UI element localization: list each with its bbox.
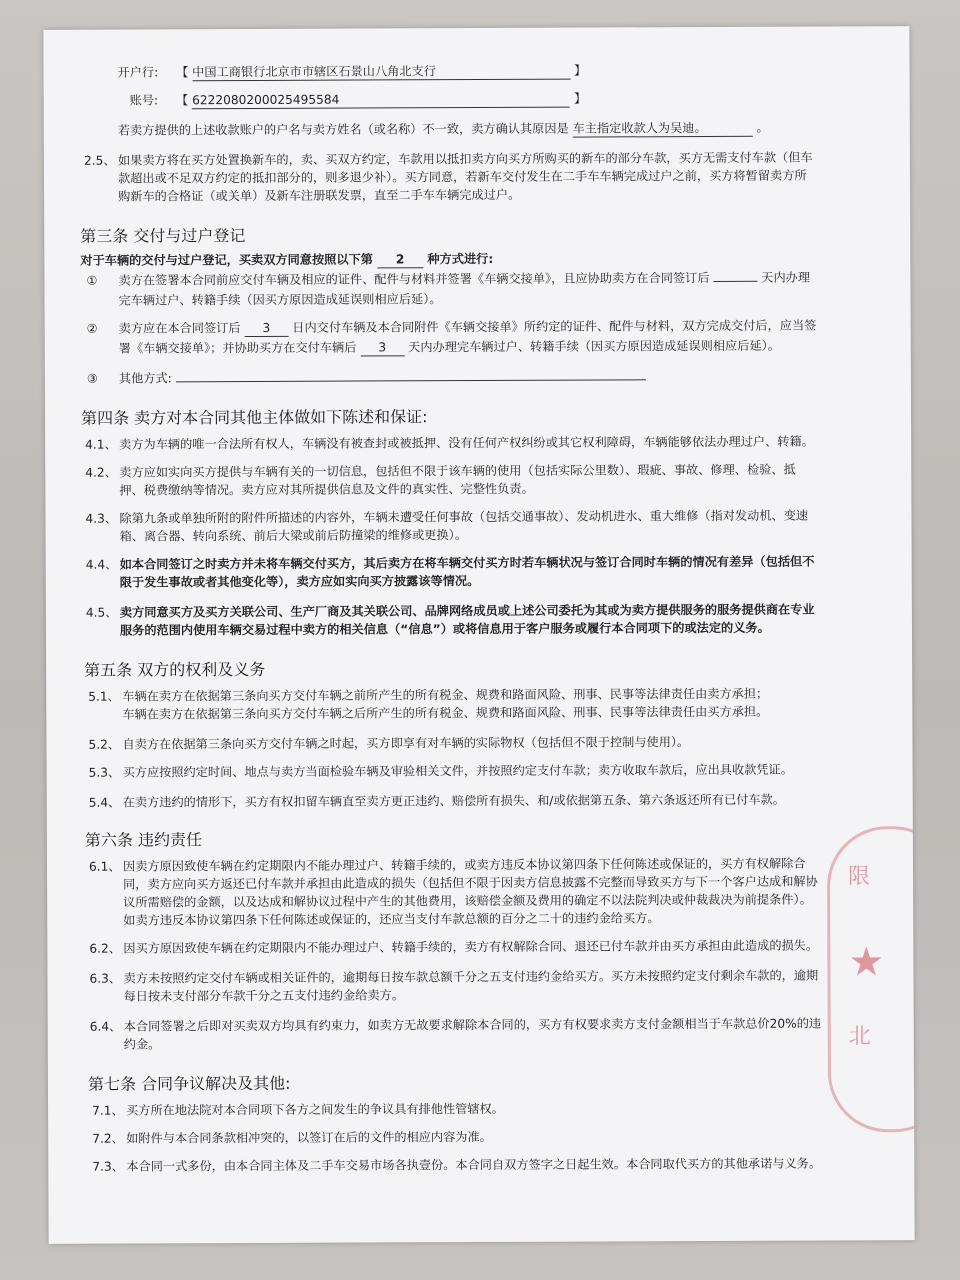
clause-line: 除第九条或单独所附的附件所描述的内容外，车辆未遭受任何事故（包括交通事故）、发动机进水、重大维修（指对发动机、变速 [119, 508, 809, 526]
article-4-title: 第四条 卖方对本合同其他主体做如下陈述和保证: [81, 407, 428, 428]
account-value: 6222080200025495584 [192, 91, 570, 110]
clause-number: 6.1、 [88, 859, 121, 874]
bracket-open: 【 [176, 65, 189, 80]
mismatch-end: 。 [756, 120, 769, 135]
option-2-line: 署《车辆交接单》；并协助买方在交付车辆后 3 天内办理完车辆过户、转籍手续（因买方原因造成延误则相应后延）。 [118, 338, 780, 356]
account-row [130, 90, 587, 111]
account-label: 账号: [129, 93, 159, 108]
clause-line: 车辆在卖方在依据第三条向买方交付车辆之后所产生的所有税金、规费和路面风险、刑事、民事等法律责任由买方承担。 [122, 704, 769, 722]
article-6-title: 第六条 违约责任 [84, 830, 203, 850]
option-1-line: 完车辆过户、转籍手续（因买方原因造成延误则相应后延）。 [118, 292, 442, 308]
clause-line: 卖方同意买方及买方关联公司、生产厂商及其关联公司、品牌网络成员或上述公司委托为其或为卖方提供服务的服务提供商在专业 [119, 602, 815, 620]
clause-number: 5.1、 [88, 689, 120, 704]
clause-line: 卖方为车辆的唯一合法所有权人，车辆没有被查封或被抵押、没有任何产权纠纷或其它权利障碍，车辆能够依法办理过户、转籍。 [119, 434, 814, 452]
clause-number: 5.2、 [88, 737, 121, 752]
clause-line: 限于发生事故或者其他变化等），卖方应如实向买方披露该等情况。 [119, 573, 480, 590]
clause-2-5-line: 购新车的合格证（或关单）及新车注册联发票，直至二手车车辆完成过户。 [118, 187, 521, 204]
clause-line: 车辆在卖方在依据第三条向买方交付车辆之前所产生的所有税金、规费和路面风险、刑事、民事等法律责任由卖方承担； [122, 686, 769, 704]
option-1-mark: ① [86, 273, 98, 288]
clause-line: 因卖方原因致使车辆在约定期限内不能办理过户、转籍手续的，或卖方违反本协议第四条下任何陈述或保证的，买方有权解除合 [122, 856, 806, 874]
bank-value: 中国工商银行北京市市辖区石景山八角北支行 [192, 63, 570, 82]
clause-number: 4.5、 [85, 605, 118, 620]
clause-line: 本合同一式多份，由本合同主体及二手车交易市场各执壹份。本合同自双方签字之日起生效。本合同取代买方的其他承诺与义务。 [126, 1156, 822, 1174]
clause-line: 本合同签署之后即对买卖双方均具有约束力，如卖方无故要求解除本合同的，买方有权要求卖方支付金额相当于车款总价20%的违 [123, 1016, 822, 1034]
clause-line: 因买方原因致使车辆在约定期限内不能办理过户、转籍手续的，卖方有权解除合同、退还已付车款并由买方承担由此造成的损失。 [123, 938, 819, 956]
clause-line: 如本合同签订之时卖方并未将车辆交付买方，其后卖方在将车辆交付买方时若车辆状况与签订合同时车辆的情况有差异（包括但不 [119, 554, 815, 572]
red-seal-stamp: 限 ★ 北 [827, 826, 915, 1133]
clause-number: 6.3、 [89, 971, 122, 986]
clause-line: 卖方未按照约定交付车辆或相关证件的，逾期每日按车款总额千分之五支付违约金给买方。买方未按照约定支付剩余车款的，逾期 [123, 968, 819, 986]
article-3-intro: 对于车辆的交付与过户登记，买卖双方同意按照以下第 2 种方式进行: [80, 251, 494, 268]
clause-line: 卖方应如实向买方提供与车辆有关的一切信息，包括但不限于该车辆的使用（包括实际公里数）、瑕疵、事故、修理、检验、抵 [119, 462, 796, 480]
clause-line: 箱、离合器、转向系统、前后大梁或前后防撞梁的维修或更换）。 [119, 528, 467, 544]
clause-number: 7.2、 [92, 1131, 124, 1146]
clause-line: 每日按未支付部分车款千分之五支付违约金给卖方。 [123, 988, 404, 1004]
clause-number: 4.4、 [85, 557, 118, 572]
clause-line: 在卖方违约的情形下，买方有权扣留车辆直至卖方更正违约、赔偿所有损失、和/或依据第五条、第六条返还所有已付车款。 [122, 792, 785, 810]
clause-2-5-line: 款超出或不足双方约定的抵扣部分的，则多退少补）。买方同意，若新车交付发生在二手车车辆完成过户之前，买方将暂留卖方所 [117, 168, 807, 186]
option-2-days-2: 3 [360, 339, 404, 356]
clause-number: 2.5、 [83, 153, 116, 168]
clause-number: 4.1、 [85, 437, 117, 452]
clause-number: 4.3、 [85, 511, 118, 526]
clause-line: 服务的范围内使用车辆交易过程中卖方的相关信息（“信息”）或将信息用于客户服务或履行本合同项下的或法定的义务。 [119, 620, 770, 638]
option-2-mark: ② [86, 321, 98, 336]
article-5-title: 第五条 双方的权利及义务 [84, 659, 266, 680]
clause-line: 买方所在地法院对本合同项下各方之间发生的争议具有排他性管辖权。 [126, 1101, 504, 1118]
option-2-days-1: 3 [244, 320, 288, 337]
option-2-line: 卖方应在本合同签订后 3 日内交付车辆及本合同附件《车辆交接单》所约定的证件、配件与材料，双方完成交付后，应当签 [118, 318, 817, 336]
clause-number: 5.4、 [88, 795, 121, 810]
clause-number: 7.1、 [92, 1103, 124, 1118]
clause-number: 7.3、 [92, 1159, 124, 1174]
clause-number: 4.2、 [85, 465, 117, 480]
bank-row [118, 62, 587, 83]
clause-2-5-line: 如果卖方将在买方处置换新车的，卖、买双方约定，车款用以抵扣卖方向买方所购买的新车的部分车款，买方无需支付车款（但车 [117, 150, 813, 168]
option-3-blank [176, 379, 646, 382]
article-7-title: 第七条 合同争议解决及其他: [87, 1073, 291, 1094]
bracket-close: 】 [573, 91, 587, 106]
option-3-line: 其他方式: [119, 367, 646, 388]
bracket-close: 】 [573, 63, 587, 78]
clause-line: 押、税费缴纳等情况。卖方应对其所提供信息及文件的真实性、完整性负责。 [119, 481, 534, 498]
clause-line: 如附件与本合同条款相冲突的，以签订在后的文件的相应内容为准。 [126, 1129, 492, 1146]
clause-line: 如卖方违反本协议第四条下任何陈述或保证的，还应当支付车款总额的百分之二十的违约金给买方。 [123, 911, 660, 928]
clause-number: 5.3、 [88, 765, 121, 780]
clause-line: 同，卖方应向买方返还已付车款并承担由此造成的损失（包括但不限于因卖方信息披露不完整而导致买方与下一个客户达成和解协 [123, 874, 818, 892]
mismatch-row [118, 119, 769, 141]
mismatch-reason: 车主指定收款人为吴迪。 [573, 120, 753, 138]
clause-line: 议所需赔偿的金额，以及达成和解协议过程中产生的其他费用，该赔偿金额及费用的确定不以法院判决或仲裁裁决为前提条件）。 [123, 892, 812, 910]
option-3-mark: ③ [86, 371, 98, 386]
clause-line: 自卖方在依据第三条向买方交付车辆之时起，买方即享有对车辆的实际物权（包括但不限于控制与使用）。 [122, 735, 690, 752]
contract-page [43, 26, 914, 1244]
bank-label: 开户行: [117, 65, 159, 80]
clause-number: 6.4、 [89, 1019, 122, 1034]
bracket-open: 【 [175, 93, 189, 108]
mismatch-text: 若卖方提供的上述收款账户的户名与卖方姓名（或名称）不一致，卖方确认其原因是 [117, 121, 569, 138]
option-1-line: 卖方在签署本合同前应交付车辆及相应的证件、配件与材料并签署《车辆交接单》，且应协助卖方在合同签订后 天内办理 [118, 270, 811, 288]
article-3-title: 第三条 交付与过户登记 [80, 226, 246, 246]
option-1-days [713, 281, 757, 282]
method-choice: 2 [377, 251, 423, 268]
clause-line: 约金。 [123, 1037, 161, 1052]
clause-line: 买方应按照约定时间、地点与卖方当面检验车辆及审验相关文件，并按照约定支付车款；卖方收取车款后，应出具收款凭证。 [122, 762, 793, 780]
clause-number: 6.2、 [89, 941, 121, 956]
